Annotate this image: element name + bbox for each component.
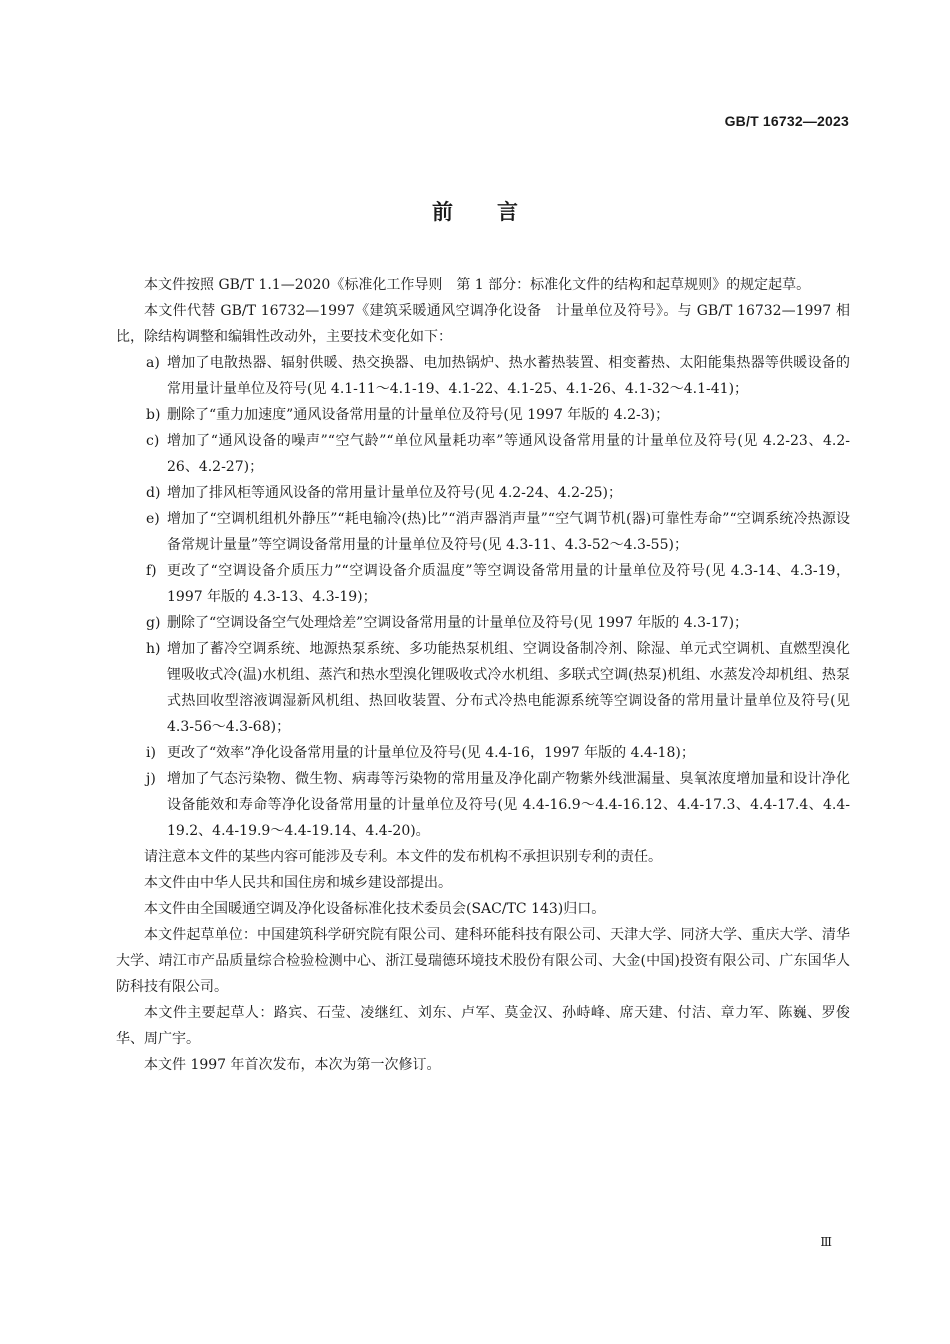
change-list — [116, 350, 850, 844]
list-item — [116, 402, 850, 428]
list-item-text: 删除了“空调设备空气处理焓差”空调设备常用量的计量单位及符号(见 1997 年版的 4.3-17)； — [167, 615, 749, 631]
list-item-label: h) — [146, 641, 161, 657]
list-item-label: c) — [146, 433, 160, 449]
publication-history: 本文件 1997 年首次发布，本次为第一次修订。 — [144, 1057, 441, 1073]
drafting-organizations: 本文件起草单位：中国建筑科学研究院有限公司、建科环能科技有限公司、天津大学、同济大学、重庆大学、清华大学、靖江市产品质量综合检验检测中心、浙江曼瑞德环境技术股份有限公司、大金(中国)投资有限公司、广东国华人防科技有限公司。 — [116, 927, 850, 995]
list-item — [116, 740, 850, 766]
list-item-text: 增加了电散热器、辐射供暖、热交换器、电加热锅炉、热水蓄热装置、相变蓄热、太阳能集热器等供暖设备的常用量计量单位及符号(见 4.1-11～4.1-19、4.1-22、4.1-25、4.1-26、4.1-32～4.1-41)； — [167, 355, 850, 397]
intro-paragraph: 本文件代替 GB/T 16732—1997《建筑采暖通风空调净化设备 计量单位及符号》。与 GB/T 16732—1997 相比，除结构调整和编辑性改动外，主要技术变化如下： — [116, 303, 850, 345]
list-item — [116, 506, 850, 558]
list-item — [116, 610, 850, 636]
committee-statement: 本文件由全国暖通空调及净化设备标准化技术委员会(SAC/TC 143)归口。 — [144, 901, 606, 917]
principal-drafters: 本文件主要起草人：路宾、石莹、凌继红、刘东、卢军、莫金汉、孙峙峰、席天建、付洁、章力军、陈巍、罗俊华、周广宇。 — [116, 1005, 850, 1047]
page-title: 前言 — [432, 200, 562, 224]
list-item — [116, 480, 850, 506]
list-item-label: f) — [146, 563, 157, 579]
list-item-text: 增加了“空调机组机外静压”“耗电输冷(热)比”“消声器消声量”“空气调节机(器)可靠性寿命”“空调系统冷热源设备常规计量量”等空调设备常用量的计量单位及符号(见 4.3-11、4.3-52～4.3-55)； — [167, 511, 850, 553]
list-item-label: e) — [146, 511, 160, 527]
list-item-label: d) — [146, 485, 161, 501]
list-item-label: i) — [146, 745, 156, 761]
list-item-text: 增加了气态污染物、微生物、病毒等污染物的常用量及净化副产物紫外线泄漏量、臭氧浓度增加量和设计净化设备能效和寿命等净化设备常用量的计量单位及符号(见 4.4-16.9～4.4-16.12、4.4-17.3、4.4-17.4、4.4-19.2、4.4-19.9～4.4-19.14、4.4-20)。 — [167, 771, 850, 839]
document-body — [116, 272, 850, 1078]
list-item — [116, 558, 850, 610]
list-item-label: g) — [146, 615, 161, 631]
standard-code: GB/T 16732—2023 — [724, 113, 849, 129]
patent-notice: 请注意本文件的某些内容可能涉及专利。本文件的发布机构不承担识别专利的责任。 — [144, 849, 662, 865]
list-item-text: 增加了蓄冷空调系统、地源热泵系统、多功能热泵机组、空调设备制冷剂、除湿、单元式空调机、直燃型溴化锂吸收式冷(温)水机组、蒸汽和热水型溴化锂吸收式冷水机组、多联式空调(热泵)机组、水蒸发冷却机组、热泵式热回收型溶液调湿新风机组、热回收装置、分布式冷热电能源系统等空调设备的常用量计量单位及符号(见 4.3-56～4.3-68)； — [167, 641, 850, 735]
proposer-statement: 本文件由中华人民共和国住房和城乡建设部提出。 — [144, 875, 452, 891]
list-item — [116, 428, 850, 480]
list-item-label: b) — [146, 407, 161, 423]
page-number: Ⅲ — [820, 1235, 832, 1249]
list-item — [116, 350, 850, 402]
list-item-label: j) — [146, 771, 156, 787]
list-item-text: 更改了“效率”净化设备常用量的计量单位及符号(见 4.4-16，1997 年版的 4.4-18)； — [167, 745, 695, 761]
list-item-text: 增加了“通风设备的噪声”“空气龄”“单位风量耗功率”等通风设备常用量的计量单位及符号(见 4.2-23、4.2-26、4.2-27)； — [167, 433, 850, 475]
list-item-text: 更改了“空调设备介质压力”“空调设备介质温度”等空调设备常用量的计量单位及符号(见 4.3-14、4.3-19，1997 年版的 4.3-13、4.3-19)； — [167, 563, 850, 605]
list-item-text: 增加了排风柜等通风设备的常用量计量单位及符号(见 4.2-24、4.2-25)； — [167, 485, 622, 501]
list-item-label: a) — [146, 355, 160, 371]
list-item — [116, 636, 850, 740]
list-item-text: 删除了“重力加速度”通风设备常用量的计量单位及符号(见 1997 年版的 4.2-3)； — [167, 407, 670, 423]
list-item — [116, 766, 850, 844]
intro-paragraph: 本文件按照 GB/T 1.1—2020《标准化工作导则 第 1 部分：标准化文件的结构和起草规则》的规定起草。 — [144, 277, 811, 293]
